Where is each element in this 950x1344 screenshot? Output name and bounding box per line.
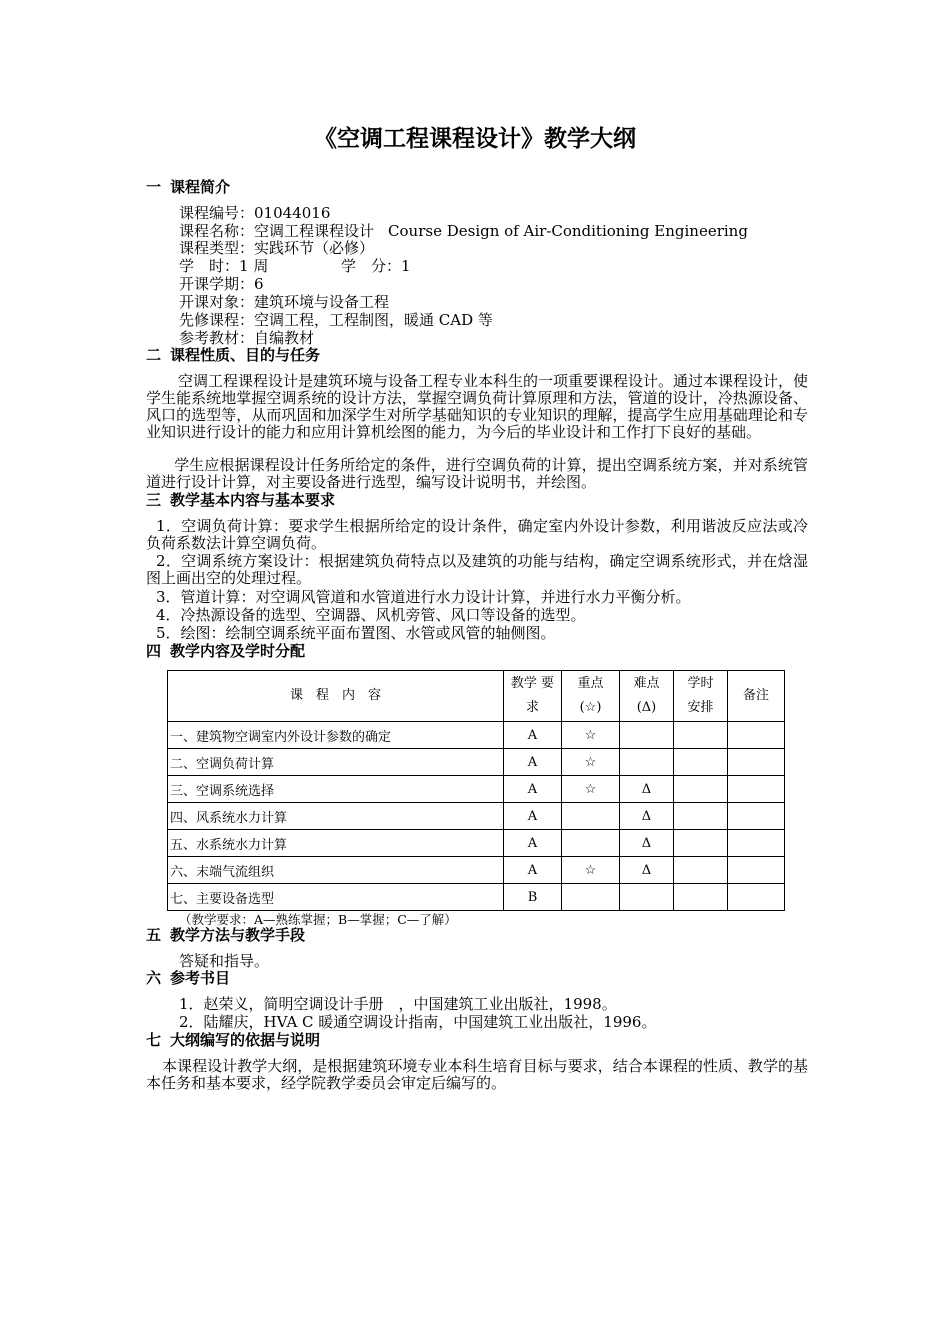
section-number: 一 (146, 178, 162, 196)
course-name-label: 课程名称： (179, 222, 255, 240)
document-title: 《空调工程课程设计》教学大纲 (314, 126, 636, 152)
section-title: 教学内容及学时分配 (170, 642, 306, 660)
course-target-line (179, 294, 389, 311)
table-row (168, 803, 785, 830)
header-hours-line1: 学时 (687, 676, 714, 691)
purpose-paragraph-1 (146, 373, 808, 441)
cell-note (728, 722, 785, 749)
cell-content: 六、末端气流组织 (168, 857, 504, 884)
cell-key-point: ☆ (562, 857, 620, 884)
cell-requirement: A (504, 857, 562, 884)
section-heading-3 (146, 491, 335, 509)
schedule-table (167, 670, 785, 911)
table-footnote: （教学要求：A—熟练掌握；B—掌握；C—了解） (179, 912, 457, 927)
course-code-label: 课程编号： (179, 204, 255, 222)
content-item-1 (146, 518, 808, 552)
table-row (168, 722, 785, 749)
section-number: 四 (146, 642, 162, 660)
header-requirement-line1: 教学 要 (510, 676, 555, 691)
header-key-point (562, 671, 620, 722)
header-hard-line2: (Δ) (636, 700, 657, 715)
course-name-value: 空调工程课程设计 (254, 222, 375, 240)
purpose-paragraph-2 (146, 457, 808, 491)
cell-note (728, 776, 785, 803)
header-content: 课 程 内 容 (168, 671, 504, 722)
course-prereq-label: 先修课程： (179, 311, 255, 329)
cell-requirement: A (504, 749, 562, 776)
cell-hours (674, 803, 728, 830)
course-name-english: Course Design of Air-Conditioning Engineering (388, 222, 748, 240)
cell-difficulty (620, 884, 674, 911)
table-row (168, 830, 785, 857)
cell-key-point (562, 803, 620, 830)
course-credit-label: 学 分： (341, 257, 402, 275)
cell-requirement: A (504, 803, 562, 830)
section-heading-4 (146, 642, 305, 660)
course-type-label: 课程类型： (179, 239, 255, 257)
table-row (168, 776, 785, 803)
cell-requirement: A (504, 776, 562, 803)
cell-requirement: A (504, 830, 562, 857)
cell-difficulty: Δ (620, 857, 674, 884)
section-title: 大纲编写的依据与说明 (170, 1031, 321, 1049)
cell-hours (674, 830, 728, 857)
cell-content: 五、水系统水力计算 (168, 830, 504, 857)
content-item-text: 1．空调负荷计算：要求学生根据所给定的设计条件，确定室内外设计参数，利用谐波反应法或冷负荷系数法计算空调负荷。 (146, 517, 808, 552)
course-prereq-value: 空调工程，工程制图，暖通 CAD 等 (254, 311, 493, 329)
table-row (168, 749, 785, 776)
cell-requirement: B (504, 884, 562, 911)
cell-difficulty (620, 749, 674, 776)
course-semester-value: 6 (254, 275, 264, 293)
cell-requirement: A (504, 722, 562, 749)
course-name-line (179, 223, 748, 240)
course-credit-value: 1 (401, 257, 411, 275)
header-hours (674, 671, 728, 722)
reference-item-2: 2．陆耀庆，HVA C 暖通空调设计指南，中国建筑工业出版社，1996。 (179, 1013, 657, 1031)
content-item-3: 3．管道计算：对空调风管道和水管道进行水力设计计算，并进行水力平衡分析。 (156, 588, 691, 606)
cell-content: 七、主要设备选型 (168, 884, 504, 911)
cell-hours (674, 749, 728, 776)
section-title: 教学基本内容与基本要求 (170, 491, 336, 509)
section-title: 课程性质、目的与任务 (170, 346, 321, 364)
cell-key-point: ☆ (562, 749, 620, 776)
cell-hours (674, 857, 728, 884)
header-note: 备注 (728, 671, 785, 722)
course-hours-label: 学 时： (179, 257, 240, 275)
course-hours-line (179, 258, 268, 275)
course-code-line (179, 205, 330, 222)
table-row (168, 857, 785, 884)
content-item-5: 5．绘图：绘制空调系统平面布置图、水管或风管的轴侧图。 (156, 624, 556, 642)
course-code-value: 01044016 (254, 204, 331, 222)
cell-difficulty (620, 722, 674, 749)
cell-key-point: ☆ (562, 776, 620, 803)
cell-note (728, 884, 785, 911)
methods-text: 答疑和指导。 (179, 952, 270, 970)
course-target-label: 开课对象： (179, 293, 255, 311)
cell-note (728, 830, 785, 857)
section-number: 三 (146, 491, 162, 509)
section-heading-5 (146, 926, 305, 944)
course-semester-line (179, 276, 264, 293)
cell-key-point (562, 884, 620, 911)
basis-paragraph (146, 1058, 808, 1092)
cell-note (728, 803, 785, 830)
cell-hours (674, 722, 728, 749)
course-target-value: 建筑环境与设备工程 (254, 293, 390, 311)
section-title: 课程简介 (170, 178, 231, 196)
cell-content: 四、风系统水力计算 (168, 803, 504, 830)
section-heading-2 (146, 346, 320, 364)
course-hours-value: 1 周 (239, 257, 269, 275)
course-textbook-line (179, 330, 314, 347)
cell-hours (674, 884, 728, 911)
course-textbook-label: 参考教材： (179, 329, 255, 347)
cell-difficulty: Δ (620, 776, 674, 803)
table-row (168, 884, 785, 911)
content-item-text: 2．空调系统方案设计：根据建筑负荷特点以及建筑的功能与结构，确定空调系统形式，并在焓湿图上画出空的处理过程。 (146, 552, 808, 587)
purpose-text-2: 学生应根据课程设计任务所给定的条件，进行空调负荷的计算，提出空调系统方案，并对系统管道进行设计计算，对主要设备进行选型，编写设计说明书，并绘图。 (146, 456, 808, 491)
section-title: 参考书目 (170, 969, 231, 987)
cell-content: 三、空调系统选择 (168, 776, 504, 803)
header-hours-line2: 安排 (687, 700, 714, 715)
cell-content: 一、建筑物空调室内外设计参数的确定 (168, 722, 504, 749)
content-item-2 (146, 553, 808, 587)
basis-text: 本课程设计教学大纲，是根据建筑环境专业本科生培育目标与要求，结合本课程的性质、教学的基本任务和基本要求，经学院教学委员会审定后编写的。 (146, 1057, 808, 1092)
header-key-line1: 重点 (577, 676, 604, 691)
cell-key-point (562, 830, 620, 857)
table-header-row (168, 671, 785, 722)
cell-content: 二、空调负荷计算 (168, 749, 504, 776)
cell-key-point: ☆ (562, 722, 620, 749)
header-key-line2: (☆) (579, 700, 602, 715)
header-requirement (504, 671, 562, 722)
course-type-line (179, 240, 374, 257)
content-item-4: 4．冷热源设备的选型、空调器、风机旁管、风口等设备的选型。 (156, 606, 586, 624)
section-number: 五 (146, 926, 162, 944)
header-hard-line1: 难点 (633, 676, 660, 691)
course-semester-label: 开课学期： (179, 275, 255, 293)
cell-note (728, 857, 785, 884)
cell-note (728, 749, 785, 776)
section-number: 七 (146, 1031, 162, 1049)
reference-item-1: 1．赵荣义，简明空调设计手册 ，中国建筑工业出版社，1998。 (179, 995, 617, 1013)
purpose-text-1: 空调工程课程设计是建筑环境与设备工程专业本科生的一项重要课程设计。通过本课程设计，使学生能系统地掌握空调系统的设计方法，掌握空调负荷计算原理和方法，管道的设计，冷热源设备、风口的选型等，从而巩固和加深学生对所学基础知识的专业知识的理解，提高学生应用基础理论和专业知识进行设计的能力和应用计算机绘图的能力，为今后的毕业设计和工作打下良好的基础。 (146, 372, 809, 441)
section-number: 二 (146, 346, 162, 364)
header-difficulty (620, 671, 674, 722)
course-prereq-line (179, 312, 493, 329)
section-heading-1 (146, 178, 230, 196)
cell-difficulty: Δ (620, 803, 674, 830)
section-number: 六 (146, 969, 162, 987)
cell-hours (674, 776, 728, 803)
section-heading-6 (146, 969, 230, 987)
header-requirement-line2: 求 (525, 700, 539, 715)
cell-difficulty: Δ (620, 830, 674, 857)
section-title: 教学方法与教学手段 (170, 926, 306, 944)
course-credit-line (341, 258, 411, 275)
course-textbook-value: 自编教材 (254, 329, 315, 347)
course-type-value: 实践环节（必修） (254, 239, 375, 257)
section-heading-7 (146, 1031, 320, 1049)
